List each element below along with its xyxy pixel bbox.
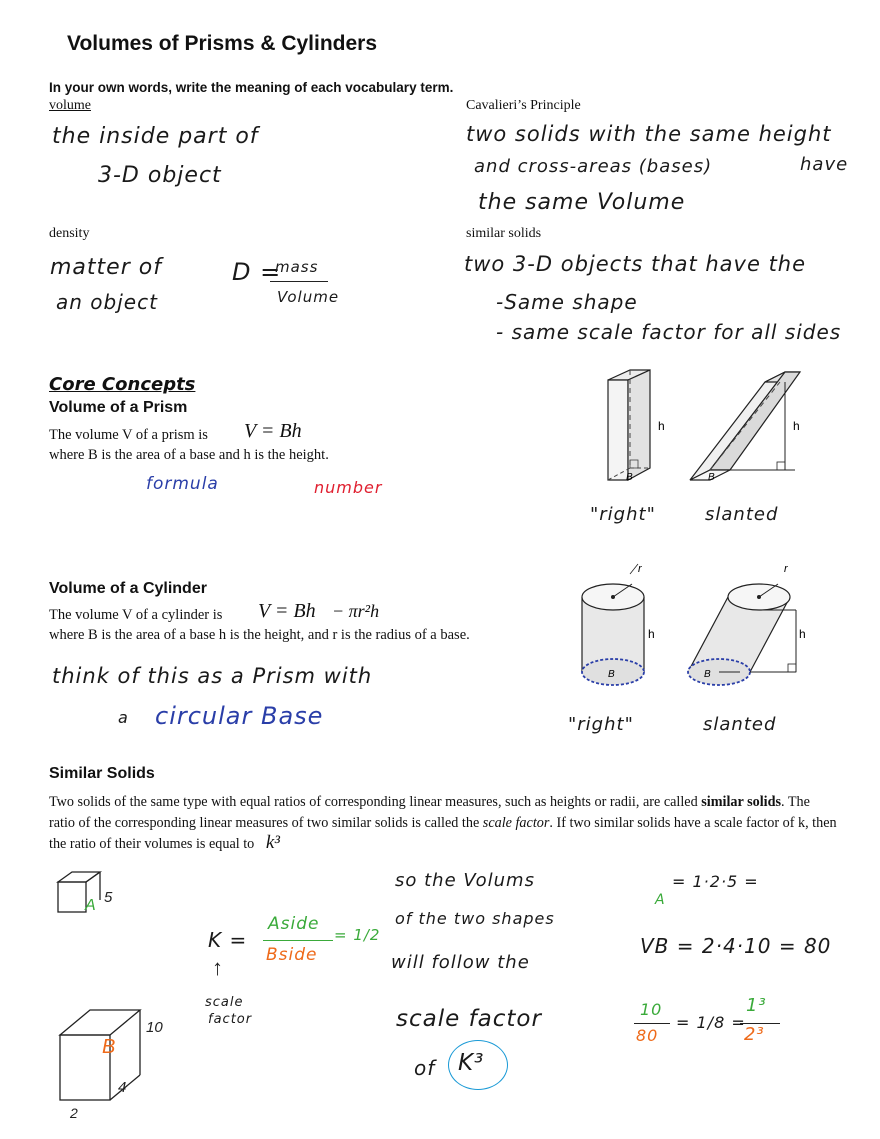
k-numerator: Aside bbox=[268, 914, 320, 934]
va-text: = 1·2·5 = bbox=[672, 872, 759, 891]
note-similar-2: -Same shape bbox=[496, 290, 638, 314]
slanted-prism-h-label: h bbox=[793, 419, 800, 433]
mid-note-5a: of bbox=[414, 1056, 436, 1080]
slanted-cylinder-h-label: h bbox=[799, 627, 806, 641]
cylinder-figures bbox=[570, 562, 820, 692]
right-prism-figure bbox=[608, 370, 665, 483]
up-arrow-icon: ↑ bbox=[212, 955, 223, 980]
similar-solids-paragraph bbox=[49, 792, 839, 855]
mid-note-1: so the Volums bbox=[395, 870, 535, 891]
para-italic: scale factor bbox=[482, 814, 550, 831]
slanted-cylinder-figure bbox=[688, 563, 806, 685]
right-cylinder-r-label: r bbox=[638, 563, 642, 575]
small-box-A bbox=[58, 872, 113, 914]
para-bold: similar solids bbox=[701, 794, 781, 810]
right-cylinder-B-label: B bbox=[608, 669, 615, 680]
note-cavalieri-1: two solids with the same height bbox=[466, 122, 832, 146]
ratio-denominator: 80 bbox=[636, 1026, 659, 1045]
ratio-bar-1 bbox=[634, 1023, 670, 1024]
right-cylinder-h-label: h bbox=[648, 627, 655, 641]
note-volume-2: 3-D object bbox=[98, 163, 222, 188]
cylinder-slanted-label: slanted bbox=[703, 714, 777, 735]
note-formula: formula bbox=[146, 474, 219, 494]
box-B-depth: 4 bbox=[118, 1079, 127, 1096]
cylinder-heading: Volume of a Cylinder bbox=[49, 580, 207, 597]
ratio-denominator-2: 2³ bbox=[744, 1024, 765, 1045]
ratio-mid: = 1/8 = bbox=[676, 1013, 746, 1032]
right-prism-h-label: h bbox=[658, 419, 665, 433]
note-cylinder-2b: circular Base bbox=[155, 702, 324, 730]
mid-note-2: of the two shapes bbox=[395, 909, 555, 928]
cylinder-line2: where B is the area of a base h is the height, and r is the radius of a base. bbox=[49, 627, 470, 643]
slanted-cylinder-r-label: r bbox=[784, 563, 788, 575]
right-prism-B-label: B bbox=[626, 472, 633, 483]
mid-note-4: scale factor bbox=[396, 1006, 542, 1032]
vb-text: VB = 2·4·10 = 80 bbox=[640, 934, 832, 958]
box-sketches bbox=[40, 860, 180, 1130]
ratio-numerator-2: 1³ bbox=[746, 995, 767, 1016]
box-A-label: A bbox=[85, 897, 96, 914]
mid-note-5b: K³ bbox=[458, 1050, 485, 1076]
note-similar-3: - same scale factor for all sides bbox=[496, 320, 842, 344]
term-volume: volume bbox=[49, 98, 91, 113]
note-number: number bbox=[314, 478, 383, 497]
box-B-width: 2 bbox=[70, 1105, 78, 1121]
cylinder-line1: The volume V of a cylinder is bbox=[49, 607, 223, 623]
right-cylinder-figure bbox=[582, 563, 655, 685]
note-cavalieri-2a: and cross-areas (bases) bbox=[474, 156, 713, 177]
similar-solids-heading: Similar Solids bbox=[49, 765, 155, 782]
note-density-2: an object bbox=[56, 290, 158, 314]
note-cavalieri-2b: have bbox=[800, 154, 849, 175]
k-note-1: scale bbox=[205, 995, 244, 1010]
prism-right-label: "right" bbox=[590, 504, 656, 525]
page-title: Volumes of Prisms & Cylinders bbox=[67, 32, 378, 55]
k-note-2: factor bbox=[208, 1012, 253, 1027]
prism-line1: The volume V of a prism is bbox=[49, 427, 208, 443]
cylinder-formula-extra: − πr²h bbox=[332, 601, 380, 621]
va-label: A bbox=[655, 892, 666, 908]
ratio-numerator: 10 bbox=[640, 1000, 663, 1019]
box-A-dim: 5 bbox=[104, 889, 113, 906]
prism-formula: V = Bh bbox=[244, 420, 302, 442]
prism-figures bbox=[590, 360, 820, 495]
density-formula-num: mass bbox=[275, 258, 319, 276]
slanted-cylinder-B-label: B bbox=[704, 669, 711, 680]
note-cavalieri-3: the same Volume bbox=[478, 190, 686, 215]
slanted-prism-B-label: B bbox=[708, 472, 715, 483]
para-text-2: . The ratio of the corresponding linear measures of two similar solids is called the bbox=[49, 794, 810, 831]
density-formula-lhs: D = bbox=[232, 258, 282, 286]
note-volume-1: the inside part of bbox=[52, 124, 259, 149]
large-box-B bbox=[60, 1010, 163, 1121]
para-text-3: . If two similar solids have a scale factor of k, then the ratio of their volumes is equal to bbox=[49, 814, 837, 852]
mid-note-3: will follow the bbox=[391, 952, 530, 973]
term-similar-solids: similar solids bbox=[466, 226, 542, 241]
para-text-1: Two solids of the same type with equal ratios of corresponding linear measures, such as heights or radii, are called bbox=[49, 794, 702, 810]
density-fraction-bar bbox=[270, 281, 328, 282]
density-formula-den: Volume bbox=[277, 288, 340, 306]
slanted-prism-figure bbox=[690, 372, 800, 483]
note-cylinder-1: think of this as a Prism with bbox=[52, 664, 373, 688]
k-fraction-bar bbox=[263, 940, 333, 941]
note-cylinder-2a: a bbox=[118, 708, 129, 727]
box-B-label: B bbox=[102, 1036, 116, 1058]
k-value: = 1/2 bbox=[334, 926, 381, 944]
note-density-1: matter of bbox=[50, 255, 162, 280]
prism-heading: Volume of a Prism bbox=[49, 399, 188, 416]
term-density: density bbox=[49, 226, 90, 241]
cylinder-formula: V = Bh bbox=[258, 600, 316, 622]
term-cavalieri: Cavalieri’s Principle bbox=[466, 98, 581, 113]
box-B-height: 10 bbox=[146, 1019, 163, 1036]
k-denominator: Bside bbox=[266, 945, 318, 965]
para-k3: k³ bbox=[265, 832, 280, 853]
k-lhs: K = bbox=[208, 928, 248, 952]
prism-line2: where B is the area of a base and h is the height. bbox=[49, 447, 329, 463]
note-similar-1: two 3-D objects that have the bbox=[464, 252, 807, 276]
instructions: In your own words, write the meaning of each vocabulary term. bbox=[49, 80, 454, 95]
cylinder-right-label: "right" bbox=[568, 714, 634, 735]
core-concepts-heading: Core Concepts bbox=[49, 374, 196, 395]
prism-slanted-label: slanted bbox=[705, 504, 779, 525]
